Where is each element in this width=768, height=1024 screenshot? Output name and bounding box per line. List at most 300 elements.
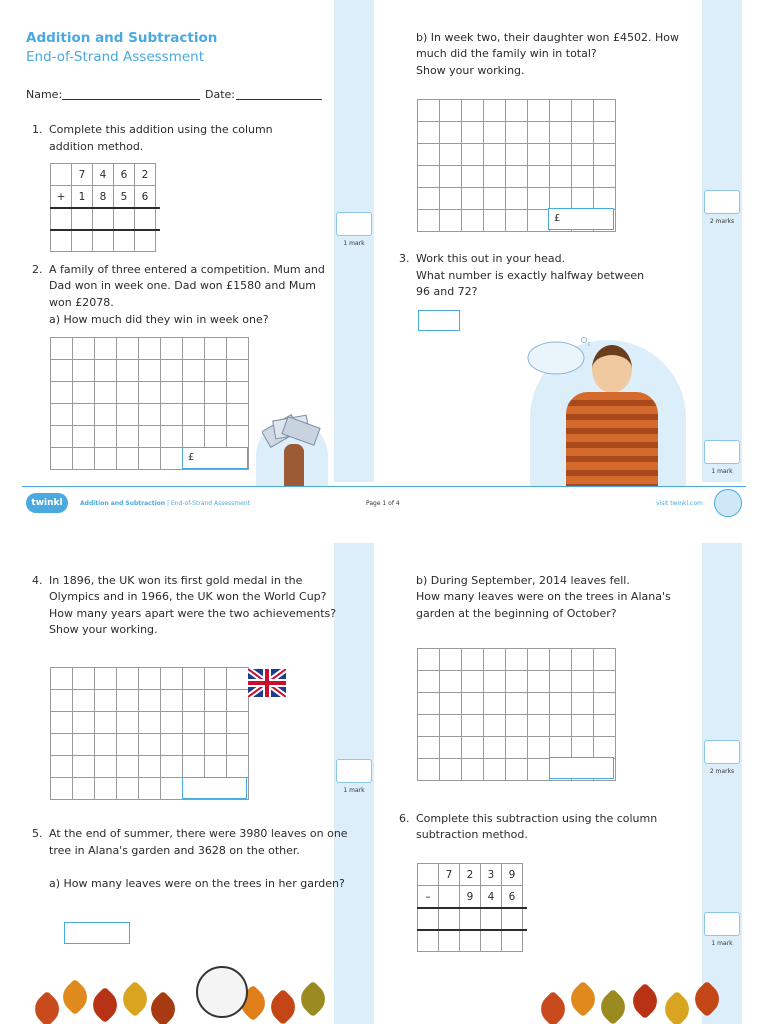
q2b-answer-box[interactable] (548, 208, 614, 230)
working-cell[interactable] (205, 426, 227, 448)
grid-cell: + (51, 186, 72, 208)
working-cell[interactable] (95, 778, 117, 800)
working-cell[interactable] (51, 360, 73, 382)
working-cell[interactable] (594, 122, 616, 144)
working-cell[interactable] (51, 448, 73, 470)
working-cell[interactable] (572, 122, 594, 144)
working-cell[interactable] (205, 712, 227, 734)
working-cell[interactable] (418, 100, 440, 122)
working-cell[interactable] (117, 382, 139, 404)
working-cell[interactable] (440, 671, 462, 693)
leaf-icon (295, 981, 332, 1018)
working-cell[interactable] (484, 715, 506, 737)
working-cell[interactable] (73, 668, 95, 690)
working-cell[interactable] (139, 448, 161, 470)
q1-marks-label: 1 mark (343, 240, 365, 247)
working-cell[interactable] (161, 448, 183, 470)
grid-cell: 5 (114, 186, 135, 208)
working-cell[interactable] (418, 671, 440, 693)
working-cell[interactable] (117, 360, 139, 382)
working-cell[interactable] (205, 338, 227, 360)
q5-line1: At the end of summer, there were 3980 leaves on one (49, 827, 348, 840)
working-cell[interactable] (550, 671, 572, 693)
answer-cell[interactable] (418, 930, 439, 952)
leaf-icon (265, 989, 302, 1024)
working-cell[interactable] (594, 737, 616, 759)
boy-head-icon (592, 345, 632, 393)
working-cell[interactable] (594, 671, 616, 693)
working-cell[interactable] (484, 759, 506, 781)
currency-symbol: £ (554, 213, 561, 224)
working-cell[interactable] (73, 404, 95, 426)
date-field[interactable] (236, 99, 322, 100)
working-cell[interactable] (528, 693, 550, 715)
working-cell[interactable] (51, 338, 73, 360)
working-cell[interactable] (484, 100, 506, 122)
working-cell[interactable] (484, 188, 506, 210)
working-cell[interactable] (139, 404, 161, 426)
working-cell[interactable] (440, 693, 462, 715)
working-cell[interactable] (73, 448, 95, 470)
working-cell[interactable] (139, 690, 161, 712)
working-cell[interactable] (139, 360, 161, 382)
working-cell[interactable] (227, 338, 249, 360)
q2-line1: A family of three entered a competition. Mum and (49, 263, 325, 276)
leaf-icon (87, 987, 124, 1024)
working-cell[interactable] (506, 100, 528, 122)
working-cell[interactable] (418, 122, 440, 144)
working-cell[interactable] (117, 404, 139, 426)
working-cell[interactable] (139, 778, 161, 800)
working-cell[interactable] (528, 737, 550, 759)
q3-number: 3. (399, 252, 410, 265)
working-cell[interactable] (51, 712, 73, 734)
q1-mark-box[interactable] (336, 212, 372, 236)
working-cell[interactable] (95, 668, 117, 690)
sum-line-bottom (50, 229, 160, 231)
working-cell[interactable] (528, 649, 550, 671)
working-cell[interactable] (528, 188, 550, 210)
q4-answer-box[interactable] (182, 777, 247, 799)
grid-cell: 6 (114, 164, 135, 186)
working-cell[interactable] (95, 690, 117, 712)
q6-mark-box[interactable] (704, 912, 740, 936)
q5-marks-label: 2 marks (709, 768, 735, 775)
working-cell[interactable] (594, 100, 616, 122)
working-cell[interactable] (462, 737, 484, 759)
working-cell[interactable] (205, 404, 227, 426)
margin-band-left (334, 543, 374, 1024)
working-cell[interactable] (95, 360, 117, 382)
working-cell[interactable] (550, 649, 572, 671)
working-cell[interactable] (205, 756, 227, 778)
working-cell[interactable] (227, 668, 249, 690)
working-cell[interactable] (117, 690, 139, 712)
working-cell[interactable] (462, 100, 484, 122)
date-label: Date: (205, 88, 235, 101)
working-cell[interactable] (550, 122, 572, 144)
q2a-answer-box[interactable] (182, 447, 248, 469)
working-cell[interactable] (440, 737, 462, 759)
working-cell[interactable] (73, 690, 95, 712)
working-cell[interactable] (205, 734, 227, 756)
q5a-answer-box[interactable] (64, 922, 130, 944)
working-cell[interactable] (440, 166, 462, 188)
working-cell[interactable] (418, 737, 440, 759)
working-cell[interactable] (183, 426, 205, 448)
working-cell[interactable] (484, 737, 506, 759)
working-cell[interactable] (139, 382, 161, 404)
working-cell[interactable] (139, 734, 161, 756)
working-cell[interactable] (440, 144, 462, 166)
working-cell[interactable] (139, 338, 161, 360)
grid-cell: 6 (502, 886, 523, 908)
working-cell[interactable] (440, 715, 462, 737)
working-cell[interactable] (462, 759, 484, 781)
name-field[interactable] (62, 99, 200, 100)
working-cell[interactable] (418, 166, 440, 188)
working-cell[interactable] (227, 426, 249, 448)
working-cell[interactable] (51, 404, 73, 426)
working-cell[interactable] (506, 737, 528, 759)
working-cell[interactable] (73, 778, 95, 800)
working-cell[interactable] (73, 712, 95, 734)
working-cell[interactable] (550, 166, 572, 188)
working-cell[interactable] (73, 338, 95, 360)
working-cell[interactable] (550, 100, 572, 122)
q5b-line3: garden at the beginning of October? (416, 607, 617, 620)
working-cell[interactable] (594, 166, 616, 188)
working-cell[interactable] (73, 756, 95, 778)
working-cell[interactable] (594, 144, 616, 166)
q4-mark-box[interactable] (336, 759, 372, 783)
footer-title-bold: Addition and Subtraction (80, 500, 166, 507)
working-cell[interactable] (161, 712, 183, 734)
q1-number: 1. (32, 123, 43, 136)
working-cell[interactable] (418, 144, 440, 166)
working-cell[interactable] (95, 338, 117, 360)
q5-line2: tree in Alana's garden and 3628 on the other. (49, 844, 300, 857)
difference-line-top (417, 907, 527, 909)
working-cell[interactable] (227, 382, 249, 404)
working-cell[interactable] (506, 122, 528, 144)
hand-icon (284, 444, 304, 486)
answer-cell[interactable] (502, 908, 523, 930)
q5-mark-box[interactable] (704, 740, 740, 764)
answer-cell[interactable] (135, 230, 156, 252)
working-cell[interactable] (572, 693, 594, 715)
leaf-icon (145, 991, 182, 1024)
leaf-icon (117, 981, 154, 1018)
working-cell[interactable] (462, 693, 484, 715)
working-cell[interactable] (572, 671, 594, 693)
working-cell[interactable] (462, 210, 484, 232)
page-number: Page 1 of 4 (366, 500, 400, 507)
answer-cell[interactable] (93, 208, 114, 230)
answer-cell[interactable] (439, 908, 460, 930)
working-cell[interactable] (572, 715, 594, 737)
working-cell[interactable] (117, 778, 139, 800)
working-cell[interactable] (528, 210, 550, 232)
answer-cell[interactable] (481, 908, 502, 930)
grid-cell: 7 (72, 164, 93, 186)
answer-cell[interactable] (51, 230, 72, 252)
q2-line4: a) How much did they win in week one? (49, 313, 269, 326)
grid-cell (51, 164, 72, 186)
working-cell[interactable] (506, 671, 528, 693)
working-cell[interactable] (440, 210, 462, 232)
working-cell[interactable] (550, 693, 572, 715)
working-cell[interactable] (161, 778, 183, 800)
q6-marks-label: 1 mark (711, 940, 733, 947)
working-cell[interactable] (506, 210, 528, 232)
working-cell[interactable] (440, 100, 462, 122)
working-cell[interactable] (161, 338, 183, 360)
working-cell[interactable] (95, 404, 117, 426)
working-cell[interactable] (462, 166, 484, 188)
working-cell[interactable] (484, 122, 506, 144)
working-cell[interactable] (95, 734, 117, 756)
grid-cell: 7 (439, 864, 460, 886)
working-cell[interactable] (418, 693, 440, 715)
working-cell[interactable] (117, 338, 139, 360)
thought-cloud-icon (526, 336, 590, 378)
working-cell[interactable] (550, 188, 572, 210)
working-cell[interactable] (528, 144, 550, 166)
answer-cell[interactable] (481, 930, 502, 952)
answer-cell[interactable] (114, 230, 135, 252)
answer-cell[interactable] (135, 208, 156, 230)
answer-cell[interactable] (72, 208, 93, 230)
q2-number: 2. (32, 263, 43, 276)
working-cell[interactable] (117, 712, 139, 734)
page-title: Addition and Subtraction (26, 30, 218, 46)
working-cell[interactable] (528, 759, 550, 781)
working-cell[interactable] (528, 715, 550, 737)
working-cell[interactable] (227, 690, 249, 712)
working-cell[interactable] (95, 382, 117, 404)
working-cell[interactable] (73, 382, 95, 404)
working-cell[interactable] (506, 188, 528, 210)
working-cell[interactable] (572, 188, 594, 210)
working-cell[interactable] (572, 737, 594, 759)
q5-line3: a) How many leaves were on the trees in her garden? (49, 877, 345, 890)
working-cell[interactable] (484, 693, 506, 715)
working-cell[interactable] (462, 144, 484, 166)
working-cell[interactable] (528, 100, 550, 122)
q3-mark-box[interactable] (704, 440, 740, 464)
working-cell[interactable] (51, 668, 73, 690)
margin-band-right (702, 543, 742, 1024)
working-cell[interactable] (506, 759, 528, 781)
working-cell[interactable] (183, 690, 205, 712)
q1-text-line2: addition method. (49, 140, 144, 153)
working-cell[interactable] (227, 360, 249, 382)
q6-line2: subtraction method. (416, 828, 528, 841)
working-cell[interactable] (117, 448, 139, 470)
q3-answer-box[interactable] (418, 310, 460, 331)
working-cell[interactable] (183, 404, 205, 426)
working-cell[interactable] (73, 360, 95, 382)
working-cell[interactable] (484, 671, 506, 693)
q4-number: 4. (32, 574, 43, 587)
working-cell[interactable] (528, 671, 550, 693)
working-cell[interactable] (506, 649, 528, 671)
sum-line-top (50, 207, 160, 209)
working-cell[interactable] (462, 122, 484, 144)
working-cell[interactable] (51, 734, 73, 756)
working-cell[interactable] (572, 166, 594, 188)
working-cell[interactable] (528, 166, 550, 188)
leaf-icon (659, 991, 696, 1024)
working-cell[interactable] (73, 734, 95, 756)
working-cell[interactable] (418, 759, 440, 781)
working-cell[interactable] (484, 166, 506, 188)
answer-cell[interactable] (72, 230, 93, 252)
answer-cell[interactable] (460, 930, 481, 952)
answer-cell[interactable] (460, 908, 481, 930)
working-cell[interactable] (462, 649, 484, 671)
answer-cell[interactable] (51, 208, 72, 230)
working-cell[interactable] (484, 210, 506, 232)
working-cell[interactable] (161, 404, 183, 426)
working-cell[interactable] (95, 712, 117, 734)
footer-site-link[interactable]: visit twinkl.com (656, 500, 703, 507)
working-cell[interactable] (161, 690, 183, 712)
twinkl-logo: twinkl (26, 493, 68, 513)
answer-cell[interactable] (93, 230, 114, 252)
answer-cell[interactable] (418, 908, 439, 930)
working-cell[interactable] (550, 737, 572, 759)
working-cell[interactable] (484, 144, 506, 166)
working-cell[interactable] (161, 360, 183, 382)
working-cell[interactable] (462, 715, 484, 737)
grid-cell: 3 (481, 864, 502, 886)
answer-cell[interactable] (502, 930, 523, 952)
working-cell[interactable] (594, 649, 616, 671)
leaf-icon (29, 991, 66, 1024)
working-cell[interactable] (440, 759, 462, 781)
working-cell[interactable] (227, 404, 249, 426)
working-cell[interactable] (440, 188, 462, 210)
working-cell[interactable] (462, 671, 484, 693)
working-cell[interactable] (161, 426, 183, 448)
working-cell[interactable] (183, 756, 205, 778)
working-cell[interactable] (572, 649, 594, 671)
working-cell[interactable] (139, 756, 161, 778)
working-cell[interactable] (462, 188, 484, 210)
working-cell[interactable] (51, 690, 73, 712)
working-cell[interactable] (572, 100, 594, 122)
footer-title (80, 500, 250, 507)
working-cell[interactable] (484, 649, 506, 671)
working-cell[interactable] (139, 426, 161, 448)
working-cell[interactable] (506, 693, 528, 715)
q4-marks-label: 1 mark (343, 787, 365, 794)
working-cell[interactable] (550, 715, 572, 737)
working-cell[interactable] (73, 426, 95, 448)
leaf-icon (595, 989, 632, 1024)
grid-cell: 9 (460, 886, 481, 908)
working-cell[interactable] (227, 734, 249, 756)
q5b-answer-box[interactable] (549, 757, 614, 779)
working-cell[interactable] (139, 668, 161, 690)
q6-line1: Complete this subtraction using the column (416, 812, 658, 825)
working-cell[interactable] (572, 144, 594, 166)
working-cell[interactable] (205, 690, 227, 712)
working-cell[interactable] (51, 382, 73, 404)
grid-cell: 4 (93, 164, 114, 186)
leaf-icon (57, 979, 94, 1016)
working-cell[interactable] (117, 426, 139, 448)
working-cell[interactable] (183, 382, 205, 404)
working-cell[interactable] (594, 693, 616, 715)
working-cell[interactable] (117, 668, 139, 690)
working-cell[interactable] (506, 144, 528, 166)
working-cell[interactable] (183, 712, 205, 734)
working-cell[interactable] (550, 144, 572, 166)
q2-mark-box[interactable] (704, 190, 740, 214)
q4-line2: Olympics and in 1966, the UK won the World Cup? (49, 590, 327, 603)
working-cell[interactable] (506, 166, 528, 188)
answer-cell[interactable] (439, 930, 460, 952)
working-cell[interactable] (205, 382, 227, 404)
working-cell[interactable] (161, 668, 183, 690)
working-cell[interactable] (161, 756, 183, 778)
boy-sweater-icon (566, 392, 658, 486)
working-cell[interactable] (205, 668, 227, 690)
working-cell[interactable] (95, 426, 117, 448)
q4-line3: How many years apart were the two achievements? (49, 607, 337, 620)
working-cell[interactable] (418, 188, 440, 210)
working-cell[interactable] (117, 734, 139, 756)
working-cell[interactable] (227, 712, 249, 734)
answer-cell[interactable] (114, 208, 135, 230)
grid-cell: – (418, 886, 439, 908)
working-cell[interactable] (440, 122, 462, 144)
working-cell[interactable] (95, 448, 117, 470)
working-cell[interactable] (528, 122, 550, 144)
working-cell[interactable] (51, 426, 73, 448)
working-cell[interactable] (161, 734, 183, 756)
working-cell[interactable] (418, 210, 440, 232)
working-cell[interactable] (440, 649, 462, 671)
working-cell[interactable] (117, 756, 139, 778)
working-cell[interactable] (183, 338, 205, 360)
working-cell[interactable] (51, 778, 73, 800)
grid-cell: 8 (93, 186, 114, 208)
working-cell[interactable] (95, 756, 117, 778)
q4-line1: In 1896, the UK won its first gold medal in the (49, 574, 303, 587)
working-cell[interactable] (183, 360, 205, 382)
q3-line2: What number is exactly halfway between (416, 269, 645, 282)
grid-cell: 9 (502, 864, 523, 886)
footer-title-rest: | End-of-Strand Assessment (165, 500, 250, 507)
working-cell[interactable] (51, 756, 73, 778)
working-cell[interactable] (418, 649, 440, 671)
working-cell[interactable] (183, 668, 205, 690)
working-cell[interactable] (161, 382, 183, 404)
working-cell[interactable] (183, 734, 205, 756)
working-cell[interactable] (506, 715, 528, 737)
working-cell[interactable] (418, 715, 440, 737)
q5b-line2: How many leaves were on the trees in Alana's (416, 590, 671, 603)
working-cell[interactable] (139, 712, 161, 734)
working-cell[interactable] (227, 756, 249, 778)
working-cell[interactable] (205, 360, 227, 382)
working-cell[interactable] (594, 188, 616, 210)
working-cell[interactable] (594, 715, 616, 737)
